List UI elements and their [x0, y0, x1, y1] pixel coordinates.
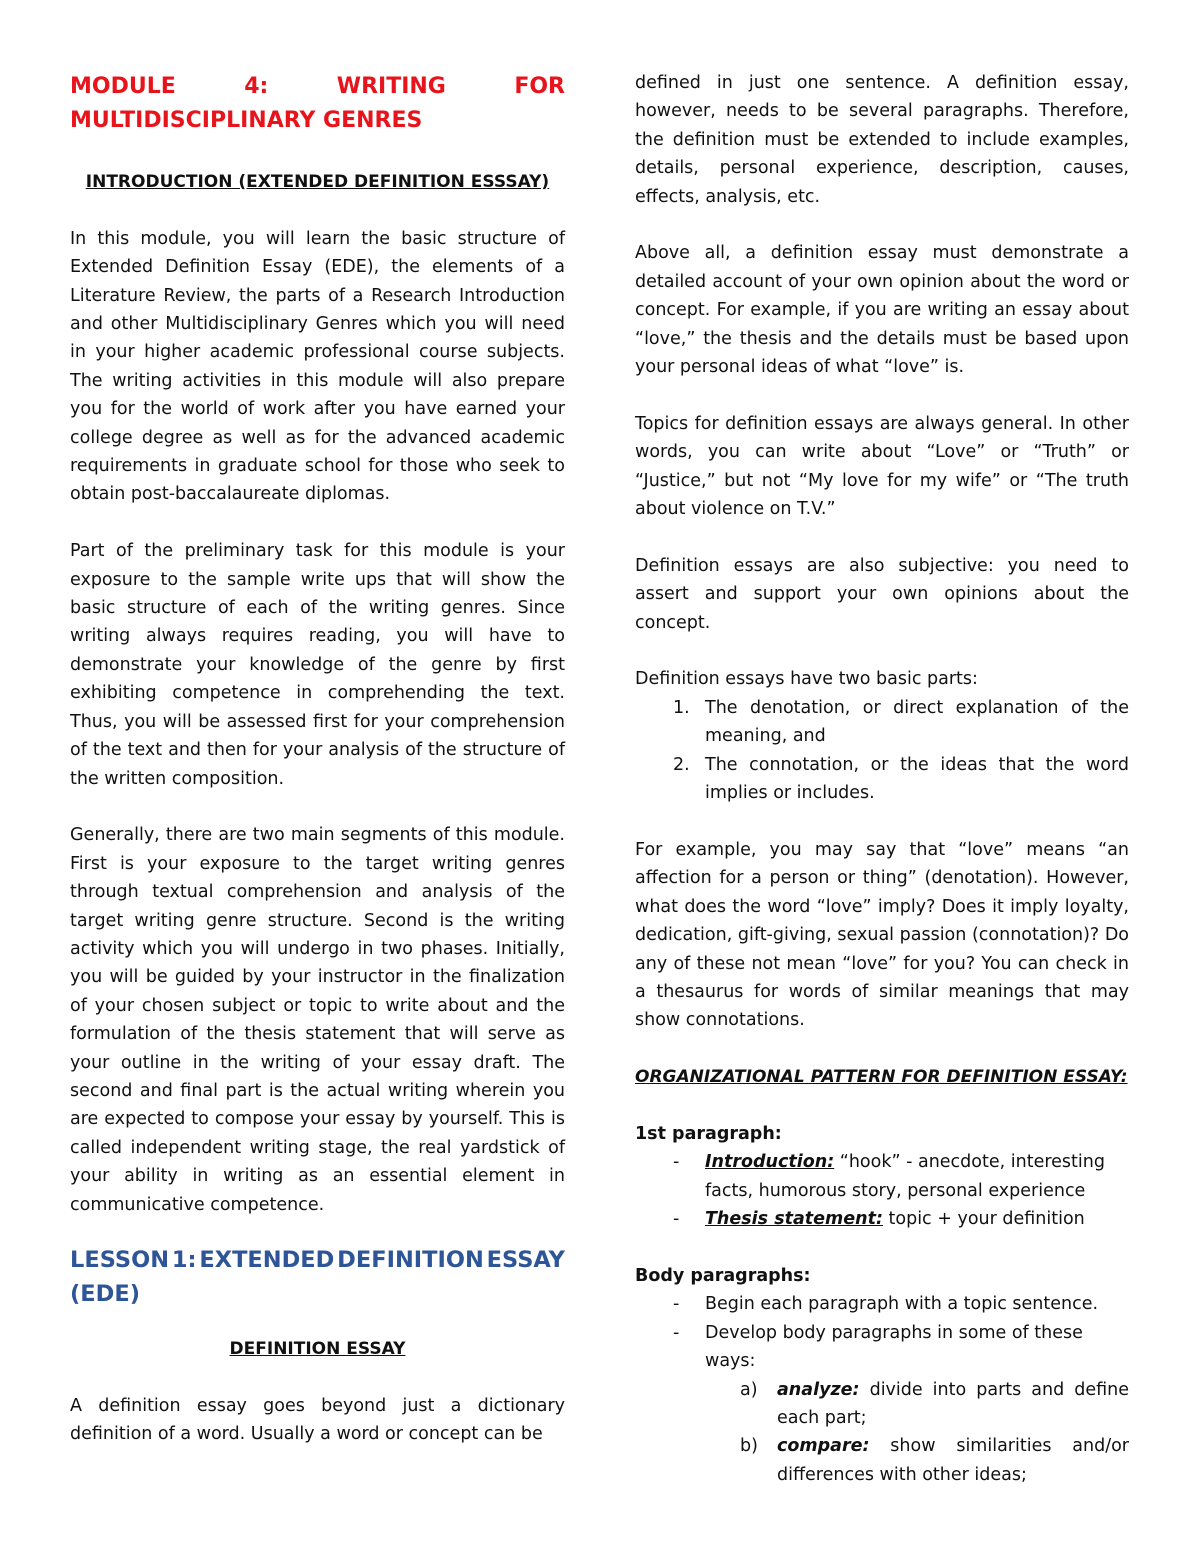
- item-label: analyze:: [777, 1379, 860, 1400]
- list-item: [635, 1376, 1129, 1433]
- item-text: “hook” - anecdote, interesting facts, humorous story, personal experience: [705, 1152, 1105, 1201]
- first-paragraph-label: 1st paragraph:: [635, 1123, 782, 1144]
- intro-paragraph-2: Part of the preliminary task for this module is your exposure to the sample write ups that will show the basic structure of each of the writing genres. Since writing always requires reading, you will have to demonstrate your knowledge of the genre by first exhibiting competence in comprehending the text. Thus, you will be assessed first for your comprehension of the text and then for your analysis of the structure of the written composition.: [70, 541, 565, 789]
- list-item: [635, 1432, 1129, 1489]
- intro-paragraph-1: In this module, you will learn the basic structure of Extended Definition Essay (EDE), the elements of a Literature Review, the parts of a Research Introduction and other Multidisciplinary Genres which you will need in your higher academic professional course subjects. The writing activities in this module will also prepare you for the world of work after you have earned your college degree as well as for the advanced academic requirements in graduate school for those who seek to obtain post-baccalaureate diplomas.: [70, 228, 565, 505]
- dash-bullet: -: [673, 1209, 680, 1230]
- item-label: Thesis statement:: [705, 1209, 883, 1230]
- list-item: [635, 694, 1129, 751]
- item-label: compare:: [777, 1436, 870, 1457]
- module-title-word: WRITING: [336, 74, 446, 99]
- item-label: Introduction:: [705, 1152, 835, 1173]
- module-title-word: FOR: [514, 74, 565, 99]
- definition-essay-heading: DEFINITION ESSAY: [229, 1338, 406, 1359]
- right-paragraph-1: defined in just one sentence. A definition essay, however, needs to be several paragraphs. Therefore, the definition must be extended to include examples, details, personal experience, description, causes, effects, analysis, etc.: [635, 73, 1129, 207]
- item-text: Begin each paragraph with a topic sentence.: [705, 1294, 1099, 1315]
- left-column: [70, 70, 565, 1449]
- right-paragraph-5: Definition essays have two basic parts:: [635, 669, 978, 690]
- list-number: 2.: [673, 754, 690, 775]
- definition-paragraph: A definition essay goes beyond just a dictionary definition of a word. Usually a word or concept can be: [70, 1395, 565, 1445]
- development-ways-list: [635, 1376, 1129, 1490]
- dash-bullet: -: [673, 1322, 680, 1343]
- right-column: [635, 69, 1129, 1489]
- list-item-text: The denotation, or direct explanation of the meaning, and: [705, 697, 1129, 747]
- first-paragraph-list: [635, 1148, 1129, 1233]
- item-text: divide into parts and define each part;: [777, 1379, 1129, 1428]
- list-item: [635, 751, 1129, 808]
- body-paragraphs-list: [635, 1290, 1129, 1375]
- item-text: Develop body paragraphs in some of these ways:: [705, 1322, 1083, 1372]
- right-paragraph-4: Definition essays are also subjective: you need to assert and support your own opinions about the concept.: [635, 555, 1129, 633]
- parts-list: [635, 694, 1129, 808]
- list-item: [635, 1290, 1129, 1318]
- lesson-title-word: LESSON: [70, 1246, 170, 1273]
- module-title-word: MODULE: [70, 74, 176, 99]
- dash-bullet: -: [673, 1294, 680, 1315]
- item-text: show similarities and/or differences with other ideas;: [777, 1436, 1129, 1485]
- organizational-pattern-heading: ORGANIZATIONAL PATTERN FOR DEFINITION ESSAY:: [635, 1067, 1128, 1088]
- right-paragraph-2: Above all, a definition essay must demonstrate a detailed account of your own opinion about the word or concept. For example, if you are writing an essay about “love,” the thesis and the details must be based upon your personal ideas of what “love” is.: [635, 243, 1129, 378]
- lesson-title: [70, 1243, 565, 1311]
- list-number: 1.: [673, 697, 690, 718]
- right-paragraph-3: Topics for definition essays are always general. In other words, you can write about “Love” or “Truth” or “Justice,” but not “My love for my wife” or “The truth about violence on T.V.”: [635, 413, 1129, 520]
- module-title: [70, 70, 565, 138]
- list-item-text: The connotation, or the ideas that the word implies or includes.: [705, 754, 1129, 804]
- list-item: [635, 1148, 1129, 1205]
- body-paragraphs-label: Body paragraphs:: [635, 1265, 811, 1286]
- module-title-line2: MULTIDISCIPLINARY GENRES: [70, 108, 423, 133]
- list-item: [635, 1205, 1129, 1233]
- lesson-title-line2: (EDE): [70, 1280, 140, 1307]
- lesson-title-word: 1:: [171, 1246, 197, 1273]
- intro-paragraph-3: Generally, there are two main segments of this module. First is your exposure to the target writing genres through textual comprehension and analysis of the target writing genre structure. Second is the writing activity which you will undergo in two phases. Initially, you will be guided by your instructor in the finalization of your chosen subject or topic to write about and the formulation of the thesis statement that will serve as your outline in the writing of your essay draft. The second and final part is the actual writing wherein you are expected to compose your essay by yourself. This is called independent writing stage, the real yardstick of your ability in writing as an essential element in communicative competence.: [70, 825, 565, 1215]
- dash-bullet: -: [673, 1152, 680, 1173]
- lesson-title-word: DEFINITION: [337, 1246, 484, 1273]
- item-text: topic + your definition: [882, 1209, 1085, 1230]
- list-letter: a): [740, 1379, 758, 1400]
- intro-heading: INTRODUCTION (EXTENDED DEFINITION ESSSAY): [85, 172, 550, 192]
- list-letter: b): [740, 1436, 758, 1457]
- lesson-title-word: EXTENDED: [199, 1246, 335, 1273]
- list-item: [635, 1319, 1129, 1376]
- module-title-word: 4:: [244, 74, 269, 99]
- right-paragraph-6: For example, you may say that “love” means “an affection for a person or thing” (denotation). However, what does the word “love” imply? Does it imply loyalty, dedication, gift-giving, sexual passion (connotation)? Do any of these not mean “love” for you? You can check in a thesaurus for words of similar meanings that may show connotations.: [635, 839, 1129, 1031]
- lesson-title-word: ESSAY: [486, 1246, 565, 1273]
